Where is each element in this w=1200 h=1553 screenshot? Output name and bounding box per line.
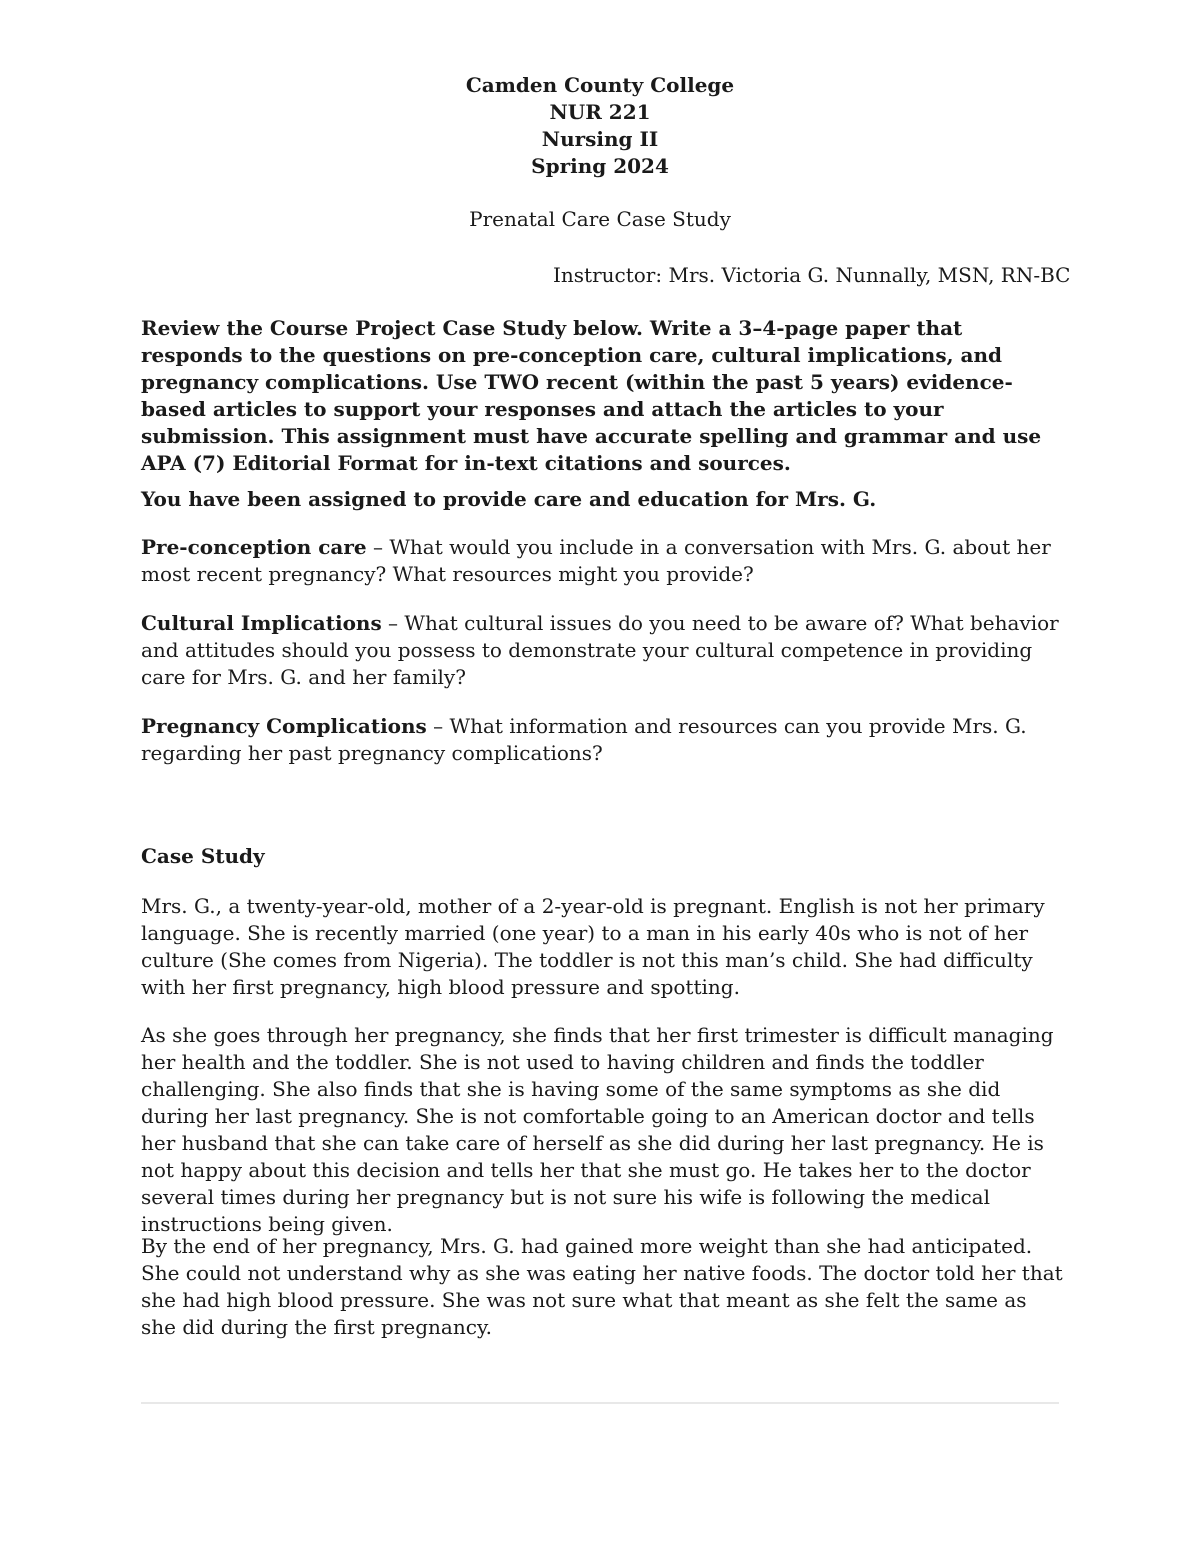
question-text: – What would you include in a conversation with Mrs. G. about her most recent pregnancy? What resources might you provide? (141, 535, 1051, 586)
question-complications (141, 713, 1063, 767)
question-text: – What information and resources can you provide Mrs. G. regarding her past pregnancy complications? (141, 714, 1027, 765)
term: Spring 2024 (531, 154, 669, 178)
question-heading: Pregnancy Complications (141, 714, 427, 738)
course-name: Nursing II (541, 127, 659, 151)
assignment-statement: You have been assigned to provide care and education for Mrs. G. (141, 487, 877, 511)
question-cultural (141, 610, 1063, 691)
question-heading: Pre-conception care (141, 535, 367, 559)
case-study-paragraph: By the end of her pregnancy, Mrs. G. had gained more weight than she had anticipated. She could not understand why as she was eating her native foods. The doctor told her that she had high blood pressure. She was not sure what that meant as she felt the same as she did during the first pregnancy. (141, 1234, 1063, 1339)
document-header (0, 72, 1200, 180)
case-study-paragraph: Mrs. G., a twenty-year-old, mother of a 2-year-old is pregnant. English is not her primary language. She is recently married (one year) to a man in his early 40s who is not of her culture (She comes from Nigeria). The toddler is not this man’s child. She had difficulty with her first pregnancy, high blood pressure and spotting. (141, 894, 1045, 999)
document-title: Prenatal Care Case Study (469, 207, 731, 231)
page-divider (141, 1402, 1059, 1404)
college-name: Camden County College (465, 73, 735, 97)
question-text: – What cultural issues do you need to be aware of? What behavior and attitudes should you possess to demonstrate your cultural competence in providing care for Mrs. G. and her family? (141, 611, 1059, 689)
course-number: NUR 221 (549, 100, 651, 124)
case-study-heading: Case Study (141, 844, 265, 868)
assignment-instructions: Review the Course Project Case Study below. Write a 3–4-page paper that responds to the questions on pre-conception care, cultural implications, and pregnancy complications. Use TWO recent (within the past 5 years) evidence-based articles to support your responses and attach the articles to your submission. This assignment must have accurate spelling and grammar and use APA (7) Editorial Format for in-text citations and sources. (141, 316, 1042, 475)
instructor-line: Instructor: Mrs. Victoria G. Nunnally, MSN, RN-BC (553, 263, 1071, 287)
case-study-paragraph: As she goes through her pregnancy, she finds that her first trimester is difficult managing her health and the toddler. She is not used to having children and finds the toddler challenging. She also finds that she is having some of the same symptoms as she did during her last pregnancy. She is not comfortable going to an American doctor and tells her husband that she can take care of herself as she did during her last pregnancy. He is not happy about this decision and tells her that she must go. He takes her to the doctor several times during her pregnancy but is not sure his wife is following the medical instructions being given. (141, 1023, 1054, 1236)
question-preconception (141, 534, 1063, 588)
question-heading: Cultural Implications (141, 611, 382, 635)
